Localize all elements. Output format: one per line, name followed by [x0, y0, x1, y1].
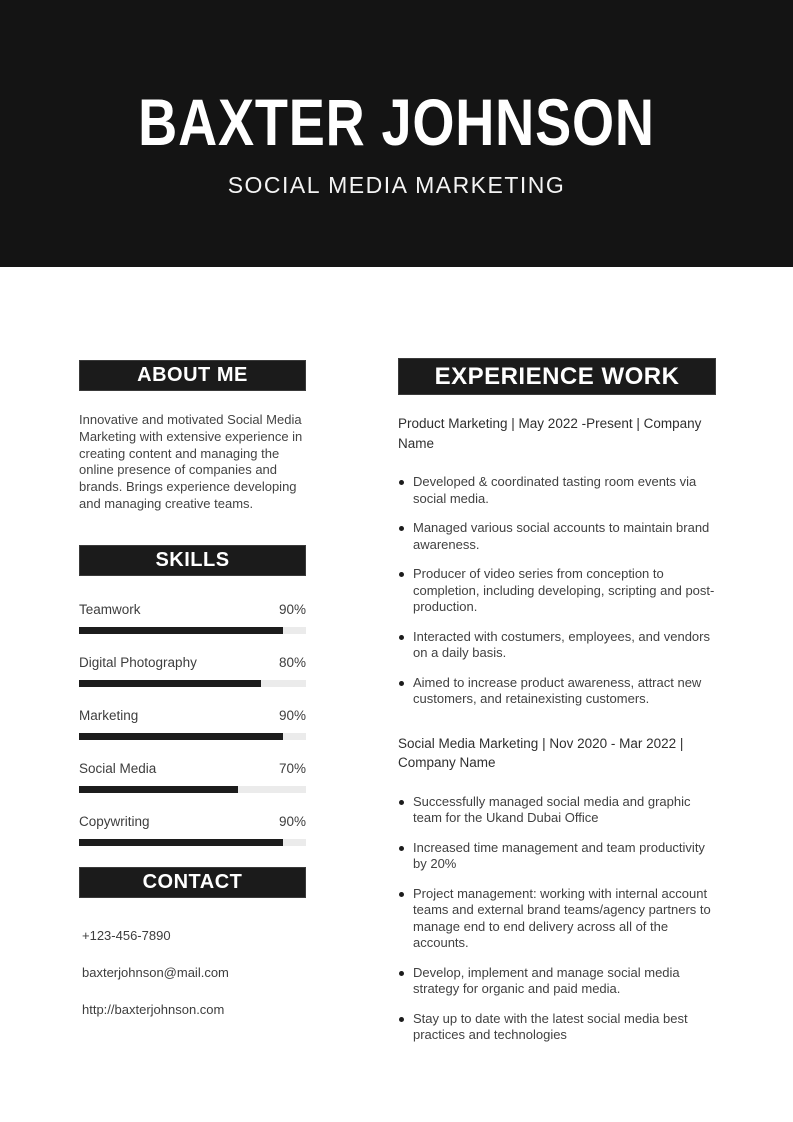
job-block	[398, 414, 716, 708]
job-bullet-item	[398, 886, 716, 952]
bullet-icon	[399, 800, 404, 805]
job-heading: Social Media Marketing | Nov 2020 - Mar 2022 | Company Name	[398, 735, 684, 770]
job-bullet-item	[398, 520, 716, 553]
job-bullet-item	[398, 675, 716, 708]
bullet-icon	[399, 480, 404, 485]
skill-progress-fill	[79, 680, 261, 687]
bullet-icon	[399, 572, 404, 577]
bullet-icon	[399, 846, 404, 851]
job-block	[398, 734, 716, 1044]
skill-label: Digital Photography	[79, 654, 197, 670]
left-column	[79, 360, 306, 1039]
bullet-icon	[399, 526, 404, 531]
bullet-text: Aimed to increase product awareness, attract new customers, and retainexisting customers.	[413, 674, 702, 706]
about-section-header: ABOUT ME	[79, 360, 306, 391]
job-heading: Product Marketing | May 2022 -Present | Company Name	[398, 416, 702, 451]
experience-jobs	[398, 414, 716, 1044]
skill-row	[79, 602, 306, 634]
contact-item: baxterjohnson@mail.com	[82, 964, 229, 980]
skill-progress-fill	[79, 733, 283, 740]
person-name: BAXTER JOHNSON	[138, 85, 655, 159]
job-bullet-item	[398, 1011, 716, 1044]
skill-percent: 90%	[278, 707, 306, 723]
skill-progress-fill	[79, 786, 238, 793]
experience-section-header: EXPERIENCE WORK	[398, 358, 716, 395]
job-bullet-item	[398, 965, 716, 998]
skill-label: Teamwork	[79, 601, 141, 617]
skill-row	[79, 814, 306, 846]
skill-progress-bar	[79, 786, 306, 793]
job-bullet-item	[398, 474, 716, 507]
person-role: SOCIAL MEDIA MARKETING	[227, 172, 566, 198]
skill-row	[79, 761, 306, 793]
bullet-text: Developed & coordinated tasting room events via social media.	[413, 474, 697, 506]
header-banner	[0, 0, 793, 267]
job-bullet-item	[398, 629, 716, 662]
skill-percent: 70%	[278, 760, 306, 776]
bullet-text: Develop, implement and manage social media strategy for organic and paid media.	[413, 964, 680, 996]
skill-label: Social Media	[79, 760, 157, 776]
bullet-icon	[399, 1017, 404, 1022]
bullet-text: Stay up to date with the latest social media best practices and technologies	[413, 1010, 688, 1042]
contact-item: +123-456-7890	[82, 927, 171, 943]
skill-progress-bar	[79, 627, 306, 634]
skill-progress-fill	[79, 839, 283, 846]
skill-progress-fill	[79, 627, 283, 634]
skill-label: Copywriting	[79, 813, 150, 829]
bullet-text: Increased time management and team productivity by 20%	[413, 839, 705, 871]
job-bullet-item	[398, 794, 716, 827]
about-text: Innovative and motivated Social Media Marketing with extensive experience in creating content and managing the online presence of companies and brands. Brings experience developing and managing creative teams.	[79, 412, 303, 511]
skill-percent: 90%	[278, 813, 306, 829]
skill-row	[79, 708, 306, 740]
contact-section-header: CONTACT	[79, 867, 306, 898]
skill-percent: 80%	[278, 654, 306, 670]
skill-label: Marketing	[79, 707, 139, 723]
job-bullet-list	[398, 474, 716, 708]
bullet-icon	[399, 681, 404, 686]
bullet-text: Successfully managed social media and graphic team for the Ukand Dubai Office	[413, 793, 691, 825]
skill-progress-bar	[79, 680, 306, 687]
skill-progress-bar	[79, 733, 306, 740]
bullet-icon	[399, 892, 404, 897]
job-bullet-item	[398, 566, 716, 616]
skill-row	[79, 655, 306, 687]
job-bullet-item	[398, 840, 716, 873]
skill-percent: 90%	[278, 601, 306, 617]
bullet-icon	[399, 971, 404, 976]
job-bullet-list	[398, 794, 716, 1044]
bullet-text: Interacted with costumers, employees, and vendors on a daily basis.	[413, 628, 710, 660]
skills-section-header: SKILLS	[79, 545, 306, 576]
bullet-text: Managed various social accounts to maintain brand awareness.	[413, 520, 710, 552]
bullet-text: Producer of video series from conception to completion, including developing, scripting and post-production.	[413, 566, 715, 614]
contact-item: http://baxterjohnson.com	[82, 1001, 225, 1017]
right-column	[398, 358, 716, 1057]
skill-progress-bar	[79, 839, 306, 846]
bullet-text: Project management: working with internal account teams and external brand teams/agency partners to manage end to end delivery across all of the accounts.	[413, 885, 711, 950]
contact-list	[79, 928, 306, 1017]
bullet-icon	[399, 635, 404, 640]
skills-list	[79, 602, 306, 846]
